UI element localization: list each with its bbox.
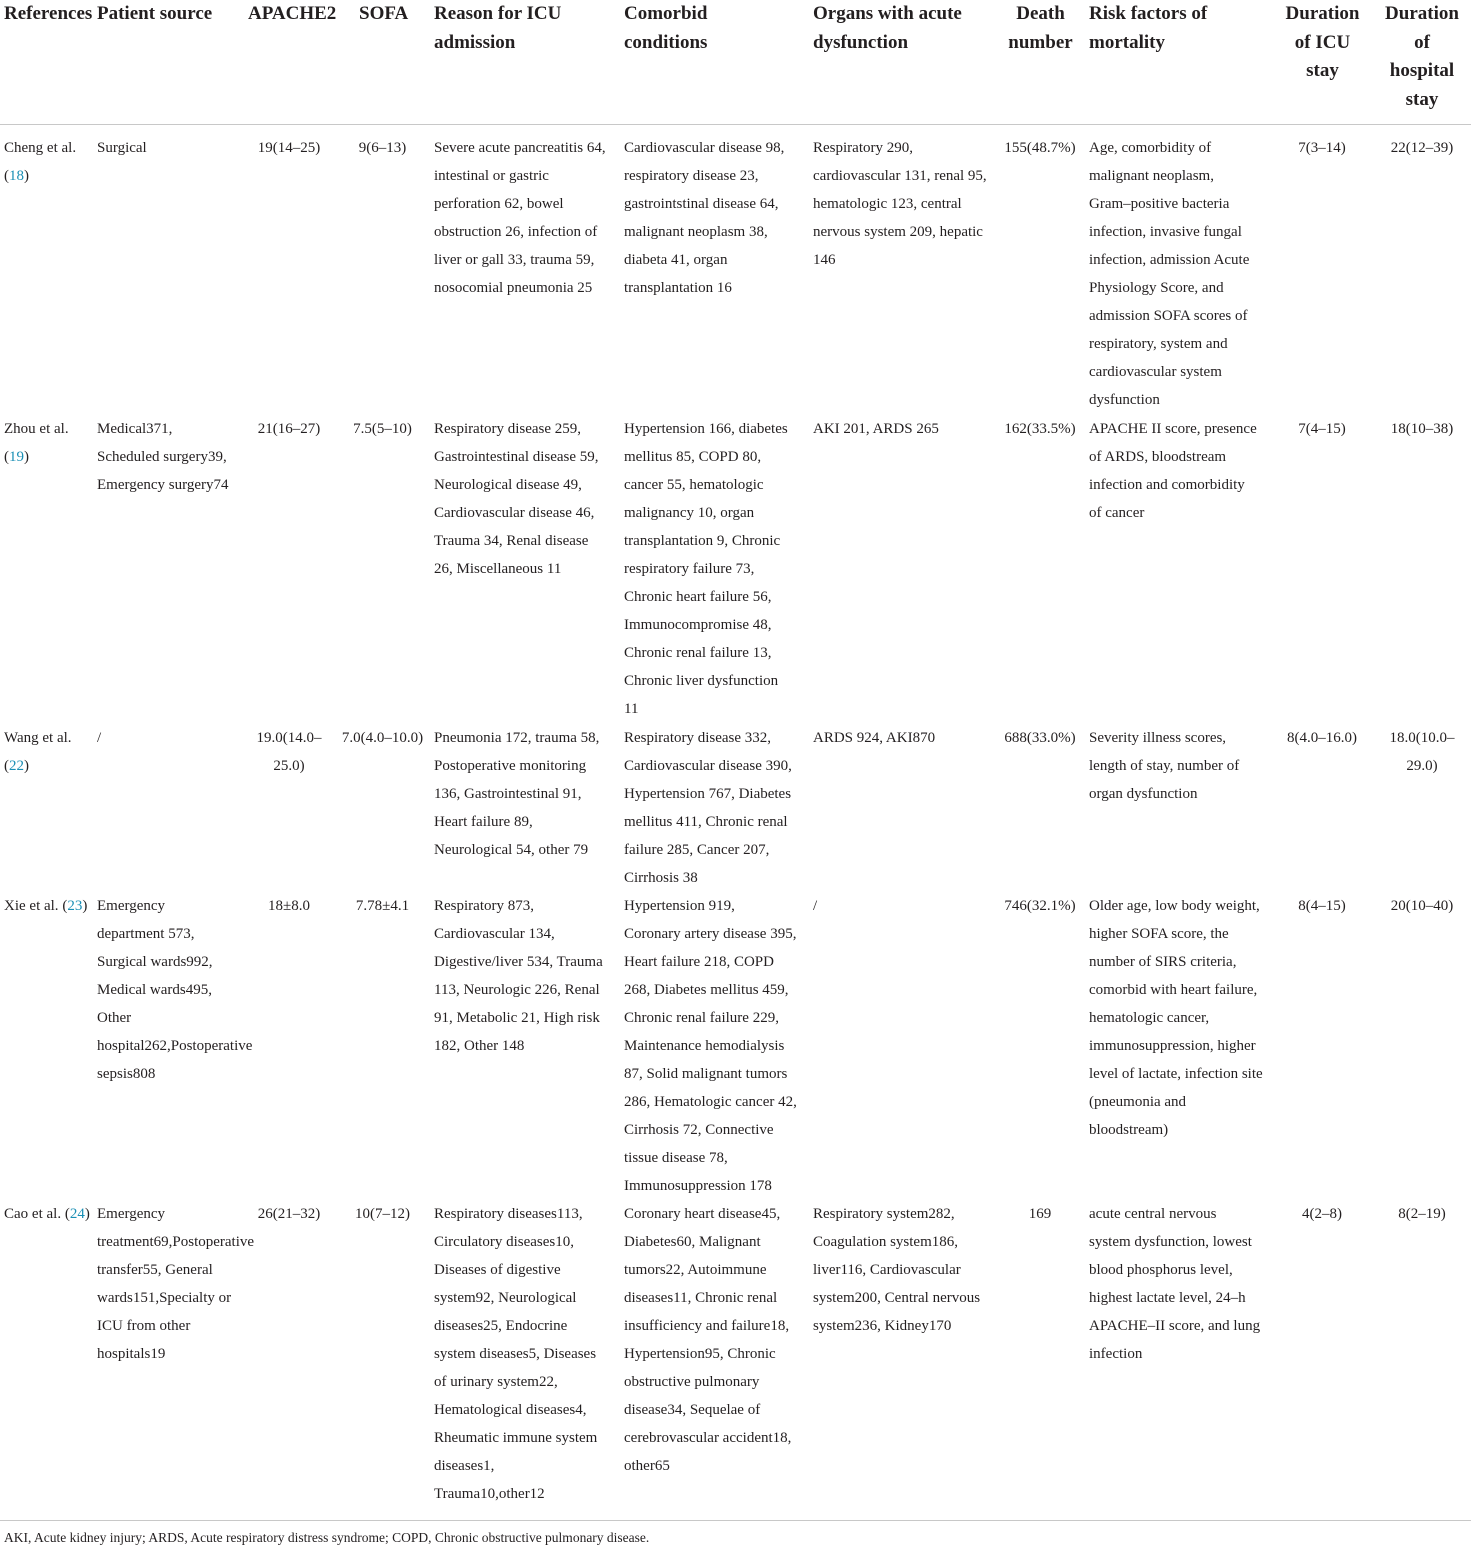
cell-line: Emergency — [97, 1206, 166, 1222]
cell-patient-source — [97, 1200, 254, 1368]
cell-line: Medical371, — [97, 421, 173, 437]
cell-line: Severe acute pancreatitis 64, — [434, 140, 606, 156]
cell-line: Respiratory disease 259, — [434, 421, 582, 437]
cell-line: Maintenance hemodialysis — [624, 1038, 785, 1054]
cell-line: infection, invasive fungal — [1089, 224, 1242, 240]
header-divider — [0, 124, 1471, 125]
reference-bracket: ( — [62, 898, 68, 914]
cell-line: 286, Hematologic cancer 42, — [624, 1094, 797, 1110]
cell-comorbid — [624, 415, 788, 723]
cell-line: bloodstream) — [1089, 1122, 1169, 1138]
header-line: conditions — [624, 31, 708, 53]
cell-line: Heart failure 218, COPD — [624, 954, 774, 970]
cell-comorbid — [624, 724, 792, 892]
reference-bracket: ) — [24, 168, 29, 184]
cell-line: transplantation 16 — [624, 280, 732, 296]
cell-death — [1001, 892, 1079, 920]
cell-line: Severity illness scores, — [1089, 730, 1227, 746]
cell-line: failure 285, Cancer 207, — [624, 842, 770, 858]
cell-hospital-stay — [1377, 1200, 1467, 1228]
cell-line: 20(10–40) — [1390, 898, 1454, 914]
cell-risk — [1089, 1200, 1260, 1368]
cell-reason — [434, 892, 603, 1060]
cell-line: Respiratory disease 332, — [624, 730, 772, 746]
cell-line: wards151,Specialty or — [97, 1290, 232, 1306]
header-line: dysfunction — [813, 31, 909, 53]
cell-line: 155(48.7%) — [1004, 140, 1076, 156]
table-bottom-divider — [0, 1520, 1471, 1521]
cell-line: liver116, Cardiovascular — [813, 1262, 961, 1278]
cell-line: 7.78±4.1 — [355, 898, 410, 914]
cell-comorbid — [624, 1200, 791, 1480]
cell-line: acute central nervous — [1089, 1206, 1217, 1222]
cell-line: insufficiency and failure18, — [624, 1318, 790, 1334]
cell-line: diseases25, Endocrine — [434, 1318, 568, 1334]
cell-line: Older age, low body weight, — [1089, 898, 1260, 914]
cell-line: respiratory, system and — [1089, 336, 1228, 352]
cell-line: Diabetes60, Malignant — [624, 1234, 761, 1250]
cell-line: malignant neoplasm, — [1089, 168, 1214, 184]
cell-icu-stay — [1278, 892, 1366, 920]
cell-line: Cardiovascular 134, — [434, 926, 555, 942]
cell-line: 146 — [813, 252, 836, 268]
cell-line: 136, Gastrointestinal 91, — [434, 786, 582, 802]
header-line: hospital — [1389, 60, 1455, 81]
cell-death — [1001, 724, 1079, 752]
header-line: number — [1008, 31, 1073, 53]
cell-reference — [4, 724, 72, 780]
cell-line: Coronary heart disease45, — [624, 1206, 781, 1222]
header-organs — [813, 0, 962, 57]
cell-line: Cirrhosis 38 — [624, 870, 698, 886]
cell-sofa — [340, 892, 425, 920]
cell-death — [1001, 415, 1079, 443]
cell-line: Chronic heart failure 56, — [624, 589, 772, 605]
cell-reference — [4, 134, 76, 190]
cell-death — [1001, 134, 1079, 162]
cell-line: Surgical wards992, — [97, 954, 213, 970]
cell-reference — [4, 415, 69, 471]
cell-line: 11 — [624, 701, 639, 717]
cell-line: 22(12–39) — [1390, 140, 1454, 156]
cell-line: 4(2–8) — [1302, 1206, 1342, 1222]
header-line: SOFA — [359, 3, 409, 24]
cell-line: 7.0(4.0–10.0) — [341, 730, 424, 746]
cell-line: highest lactate level, 24–h — [1089, 1290, 1246, 1306]
cell-line: 91, Metabolic 21, High risk — [434, 1010, 600, 1026]
cell-line: APACHE–II score, and lung — [1089, 1318, 1261, 1334]
cell-apache2 — [245, 415, 333, 443]
cell-line: Coronary artery disease 395, — [624, 926, 797, 942]
cell-line: Gram–positive bacteria — [1089, 196, 1230, 212]
cell-line: obstructive pulmonary — [624, 1374, 760, 1390]
cell-line: 8(4.0–16.0) — [1287, 730, 1357, 746]
cell-patient-source — [97, 134, 147, 162]
header-line: stay — [1306, 60, 1339, 81]
cell-line: cardiovascular 131, renal 95, — [813, 168, 987, 184]
cell-line: 7.5(5–10) — [353, 421, 412, 437]
cell-line: system dysfunction, lowest — [1089, 1234, 1252, 1250]
cell-line: 29.0) — [1406, 758, 1438, 774]
cell-line: cancer 55, hematologic — [624, 477, 764, 493]
cell-line: intestinal or gastric — [434, 168, 549, 184]
cell-line: Immunosuppression 178 — [624, 1178, 772, 1194]
cell-line: Chronic liver dysfunction — [624, 673, 779, 689]
cell-reason — [434, 1200, 597, 1508]
cell-line: 8(4–15) — [1298, 898, 1346, 914]
cell-line: other65 — [624, 1458, 670, 1474]
cell-line: 7(4–15) — [1298, 421, 1346, 437]
cell-hospital-stay — [1377, 415, 1467, 443]
cell-line: diseases1, — [434, 1458, 495, 1474]
cell-line: 87, Solid malignant tumors — [624, 1066, 788, 1082]
reference-bracket: ( — [4, 758, 9, 774]
header-reason — [434, 0, 561, 57]
header-line: Organs with acute — [813, 3, 962, 24]
cell-line: 10(7–12) — [355, 1206, 410, 1222]
cell-line: cerebrovascular accident18, — [624, 1430, 792, 1446]
header-line: References — [4, 3, 93, 24]
cell-sofa — [340, 415, 425, 443]
cell-line: hospital262,Postoperative — [97, 1038, 253, 1054]
cell-risk — [1089, 134, 1249, 414]
cell-patient-source — [97, 415, 229, 499]
cell-icu-stay — [1278, 134, 1366, 162]
cell-line: Rheumatic immune system — [434, 1430, 598, 1446]
cell-line: Neurological disease 49, — [434, 477, 582, 493]
cell-line: Digestive/liver 534, Trauma — [434, 954, 603, 970]
cell-line: ICU from other — [97, 1318, 191, 1334]
cell-sofa — [340, 1200, 425, 1228]
cell-line: Other — [97, 1010, 132, 1026]
cell-line: Respiratory 290, — [813, 140, 913, 156]
cell-sofa — [340, 134, 425, 162]
reference-bracket: ) — [24, 758, 29, 774]
cell-line: 21(16–27) — [257, 421, 321, 437]
cell-line: Postoperative monitoring — [434, 758, 587, 774]
cell-line: transplantation 9, Chronic — [624, 533, 781, 549]
cell-line: treatment69,Postoperative — [97, 1234, 255, 1250]
cell-line: admission SOFA scores of — [1089, 308, 1248, 324]
cell-risk — [1089, 415, 1257, 527]
cell-risk — [1089, 892, 1263, 1144]
cell-line: system200, Central nervous — [813, 1290, 981, 1306]
cell-line: diseases11, Chronic renal — [624, 1290, 778, 1306]
reference-author: Xie et al. — [4, 898, 59, 914]
citation-link[interactable]: 23 — [67, 898, 83, 914]
cell-line: 169 — [1028, 1206, 1052, 1222]
cell-line: higher SOFA score, the — [1089, 926, 1229, 942]
cell-line: Hematological diseases4, — [434, 1402, 587, 1418]
header-line: mortality — [1089, 31, 1165, 53]
cell-line: Age, comorbidity of — [1089, 140, 1212, 156]
cell-line: 8(2–19) — [1398, 1206, 1446, 1222]
cell-hospital-stay — [1377, 892, 1467, 920]
cell-line: Respiratory 873, — [434, 898, 534, 914]
citation-link[interactable]: 19 — [9, 449, 24, 465]
cell-line: Cardiovascular disease 98, — [624, 140, 785, 156]
cell-hospital-stay — [1377, 134, 1467, 162]
cell-line: 268, Diabetes mellitus 459, — [624, 982, 789, 998]
cell-reference — [4, 1200, 90, 1228]
header-line: stay — [1405, 88, 1439, 110]
header-line: Reason for ICU — [434, 3, 562, 24]
cell-line: of urinary system22, — [434, 1374, 558, 1390]
cell-icu-stay — [1278, 724, 1366, 752]
cell-line: blood phosphorus level, — [1089, 1262, 1233, 1278]
cell-line: (pneumonia and — [1089, 1094, 1187, 1110]
cell-line: gastrointstinal disease 64, — [624, 196, 779, 212]
cell-line: ARDS 924, AKI870 — [813, 730, 936, 746]
cell-line: Cardiovascular disease 390, — [624, 758, 792, 774]
header-line: of ICU — [1294, 31, 1351, 53]
cell-line: Medical wards495, — [97, 982, 212, 998]
cell-line: 9(6–13) — [358, 140, 407, 156]
cell-line: Hypertension 166, diabetes — [624, 421, 788, 437]
cell-line: Chronic renal failure 229, — [624, 1010, 779, 1026]
reference-bracket: ) — [84, 1206, 90, 1222]
cell-line: level of lactate, infection site — [1089, 1066, 1263, 1082]
cell-line: 19.0(14.0– — [256, 730, 322, 746]
cell-line: respiratory failure 73, — [624, 561, 755, 577]
cell-line: Hypertension 919, — [624, 898, 735, 914]
cell-apache2 — [245, 1200, 333, 1228]
header-apache2 — [248, 0, 336, 29]
cell-organs — [813, 892, 817, 920]
cell-line: Gastrointestinal disease 59, — [434, 449, 599, 465]
reference-bracket: ( — [64, 1206, 70, 1222]
cell-line: malignancy 10, organ — [624, 505, 755, 521]
cell-line: 19(14–25) — [257, 140, 321, 156]
cell-line: Cardiovascular disease 46, — [434, 505, 595, 521]
cell-line: comorbid with heart failure, — [1089, 982, 1258, 998]
cell-line: perforation 62, bowel — [434, 196, 564, 212]
table-footnote: AKI, Acute kidney injury; ARDS, Acute respiratory distress syndrome; COPD, Chronic obstructive pulmonary disease. — [4, 1530, 650, 1545]
cell-sofa — [340, 724, 425, 752]
reference-bracket: ( — [4, 168, 9, 184]
cell-line: infection and comorbidity — [1089, 477, 1245, 493]
cell-line: Respiratory system282, — [813, 1206, 955, 1222]
cell-line: Scheduled surgery39, — [97, 449, 227, 465]
header-patient-source — [97, 0, 212, 29]
cell-reason — [434, 134, 606, 302]
cell-line: 26(21–32) — [257, 1206, 321, 1222]
cell-line: immunosuppression, higher — [1089, 1038, 1256, 1054]
cell-line: sepsis808 — [97, 1066, 156, 1082]
cell-line: Trauma 34, Renal disease — [434, 533, 589, 549]
cell-line: APACHE II score, presence — [1089, 421, 1257, 437]
header-line: Patient source — [97, 3, 213, 24]
cell-patient-source — [97, 892, 252, 1088]
cell-comorbid — [624, 892, 797, 1200]
cell-line: system diseases5, Diseases — [434, 1346, 597, 1362]
cell-line: Chronic renal failure 13, — [624, 645, 772, 661]
header-line: Risk factors of — [1089, 3, 1208, 24]
cell-line: Coagulation system186, — [813, 1234, 958, 1250]
header-line: Duration — [1385, 3, 1459, 24]
cell-line: tissue disease 78, — [624, 1150, 728, 1166]
cell-line: 26, Miscellaneous 11 — [434, 561, 562, 577]
header-line: of — [1414, 31, 1430, 53]
cell-line: Surgical — [97, 140, 147, 156]
cell-line: Hypertension95, Chronic — [624, 1346, 776, 1362]
cell-line: Immunocompromise 48, — [624, 617, 772, 633]
cell-icu-stay — [1278, 1200, 1366, 1228]
cell-organs — [813, 134, 987, 274]
cell-line: 688(33.0%) — [1004, 730, 1076, 746]
cell-line: mellitus 411, Chronic renal — [624, 814, 788, 830]
cell-line: 18±8.0 — [268, 898, 310, 914]
cell-line: / — [813, 898, 818, 914]
cell-hospital-stay — [1377, 724, 1467, 780]
cell-line: liver or gall 33, trauma 59, — [434, 252, 595, 268]
cell-line: 18.0(10.0– — [1389, 730, 1455, 746]
cell-line: Heart failure 89, — [434, 814, 533, 830]
cell-line: 25.0) — [273, 758, 305, 774]
reference-bracket: ) — [82, 898, 88, 914]
reference-author: Cheng et al. — [4, 140, 77, 156]
cell-line: nosocomial pneumonia 25 — [434, 280, 593, 296]
header-line: Death — [1016, 3, 1065, 24]
reference-author: Wang et al. — [4, 730, 72, 746]
cell-line: Neurological 54, other 79 — [434, 842, 589, 858]
cell-line: Cirrhosis 72, Connective — [624, 1122, 774, 1138]
cell-line: Pneumonia 172, trauma 58, — [434, 730, 600, 746]
cell-risk — [1089, 724, 1239, 808]
cell-line: transfer55, General — [97, 1262, 213, 1278]
cell-line: Emergency surgery74 — [97, 477, 229, 493]
cell-organs — [813, 415, 939, 443]
cell-line: Hypertension 767, Diabetes — [624, 786, 792, 802]
header-comorbid — [624, 0, 707, 57]
header-sofa — [359, 0, 408, 29]
cell-line: department 573, — [97, 926, 195, 942]
cell-line: disease34, Sequelae of — [624, 1402, 761, 1418]
cell-apache2 — [245, 724, 333, 780]
cell-line: hospitals19 — [97, 1346, 166, 1362]
reference-author: Cao et al. — [4, 1206, 62, 1222]
cell-line: Diseases of digestive — [434, 1262, 561, 1278]
cell-line: respiratory disease 23, — [624, 168, 759, 184]
cell-line: diabeta 41, organ — [624, 252, 728, 268]
cell-line: cardiovascular system — [1089, 364, 1222, 380]
cell-reason — [434, 415, 599, 583]
reference-bracket: ) — [24, 449, 29, 465]
cell-line: / — [97, 730, 102, 746]
cell-line: 7(3–14) — [1298, 140, 1346, 156]
cell-line: Circulatory diseases10, — [434, 1234, 574, 1250]
cell-line: AKI 201, ARDS 265 — [813, 421, 939, 437]
header-line: admission — [434, 31, 516, 53]
cell-organs — [813, 1200, 980, 1340]
header-line: Comorbid — [624, 3, 708, 24]
cell-reference — [4, 892, 87, 920]
citation-link[interactable]: 24 — [69, 1206, 85, 1222]
cell-line: of ARDS, bloodstream — [1089, 449, 1227, 465]
cell-apache2 — [245, 134, 333, 162]
header-risk — [1089, 0, 1207, 57]
cell-reason — [434, 724, 599, 864]
header-line: APACHE2 — [248, 3, 337, 24]
cell-line: infection, admission Acute — [1089, 252, 1250, 268]
cell-line: 162(33.5%) — [1004, 421, 1076, 437]
cell-line: mellitus 85, COPD 80, — [624, 449, 762, 465]
cell-line: hematologic cancer, — [1089, 1010, 1210, 1026]
cell-death — [1001, 1200, 1079, 1228]
cell-line: tumors22, Autoimmune — [624, 1262, 767, 1278]
cell-line: 746(32.1%) — [1004, 898, 1076, 914]
cell-apache2 — [245, 892, 333, 920]
cell-line: number of SIRS criteria, — [1089, 954, 1237, 970]
cell-line: Trauma10,other12 — [434, 1486, 545, 1502]
reference-bracket: ( — [4, 449, 9, 465]
cell-line: length of stay, number of — [1089, 758, 1240, 774]
cell-line: organ dysfunction — [1089, 786, 1198, 802]
cell-line: malignant neoplasm 38, — [624, 224, 768, 240]
citation-link[interactable]: 18 — [9, 168, 24, 184]
citation-link[interactable]: 22 — [9, 758, 24, 774]
header-hospital-stay — [1377, 0, 1467, 114]
cell-line: system92, Neurological — [434, 1290, 577, 1306]
cell-line: 113, Neurologic 226, Renal — [434, 982, 600, 998]
cell-organs — [813, 724, 935, 752]
cell-line: Physiology Score, and — [1089, 280, 1224, 296]
header-references — [4, 0, 92, 29]
cell-patient-source — [97, 724, 101, 752]
cell-line: dysfunction — [1089, 392, 1160, 408]
header-death — [1003, 0, 1078, 57]
cell-line: obstruction 26, infection of — [434, 224, 598, 240]
cell-line: hematologic 123, central — [813, 196, 962, 212]
cell-line: infection — [1089, 1346, 1143, 1362]
cell-line: 182, Other 148 — [434, 1038, 525, 1054]
cell-line: system236, Kidney170 — [813, 1318, 952, 1334]
cell-line: nervous system 209, hepatic — [813, 224, 983, 240]
cell-comorbid — [624, 134, 784, 302]
reference-author: Zhou et al. — [4, 421, 69, 437]
cell-line: 18(10–38) — [1390, 421, 1454, 437]
cell-line: Emergency — [97, 898, 166, 914]
cell-line: Respiratory diseases113, — [434, 1206, 583, 1222]
header-icu-stay — [1280, 0, 1365, 86]
header-line: Duration — [1285, 3, 1360, 24]
cell-icu-stay — [1278, 415, 1366, 443]
cell-line: of cancer — [1089, 505, 1145, 521]
